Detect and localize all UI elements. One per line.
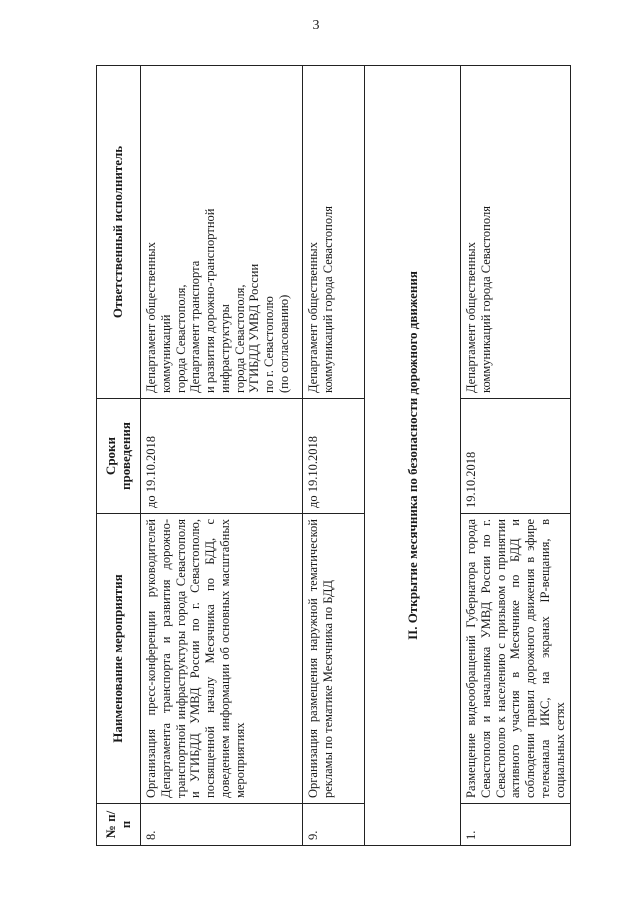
row-name: Размещение видеообращений Губернатора города Севастополя и начальника УМВД России по г. Севастополю к населению с призывом о принятии активного участия в Месячнике по БДД и соблюдении правил дорожного движения в эфире телеканала ИКС, на экранах IP-вещания, в социальных сетях bbox=[461, 514, 571, 804]
section-row bbox=[365, 66, 461, 846]
responsible-line: Департамент общественных bbox=[464, 242, 478, 393]
responsible-line: Департамент общественных bbox=[306, 242, 320, 393]
header-name: Наименование мероприятия bbox=[97, 514, 141, 804]
table-header-row bbox=[97, 66, 141, 846]
events-table bbox=[96, 65, 571, 846]
responsible-line: коммуникаций города Севастополя bbox=[320, 206, 335, 393]
row-num: 9. bbox=[303, 804, 365, 846]
header-num: № п/п bbox=[97, 804, 141, 846]
responsible-line: Департамент транспорта bbox=[188, 260, 203, 393]
table-row bbox=[461, 66, 571, 846]
table-row bbox=[141, 66, 303, 846]
responsible-line: коммуникаций города Севастополя bbox=[478, 206, 493, 393]
row-name: Организация пресс-конференции руководителей Департамента транспорта и развития дорожно-транспортной инфраструктуры города Севастополя и УГИБДД УМВД России по г. Севастополю, посвященной началу Месячника по БДД, с доведением информации об основных масштабных мероприятиях bbox=[141, 514, 303, 804]
responsible-line: УГИБДД УМВД России bbox=[247, 263, 262, 393]
responsible-line: города Севастополя, bbox=[173, 284, 188, 393]
row-num: 1. bbox=[461, 804, 571, 846]
responsible-line: по г. Севастополю bbox=[262, 296, 276, 393]
page-number: 3 bbox=[312, 18, 320, 33]
responsible-line: (по согласованию) bbox=[276, 294, 291, 393]
header-dates: Сроки проведения bbox=[97, 399, 141, 514]
row-dates: до 19.10.2018 bbox=[303, 399, 365, 514]
responsible-line: города Севастополя, bbox=[232, 284, 247, 393]
section-title: II. Открытие месячника по безопасности дорожного движения bbox=[365, 66, 461, 846]
row-responsible bbox=[303, 66, 365, 399]
row-responsible bbox=[141, 66, 303, 399]
responsible-line: коммуникаций bbox=[158, 314, 173, 393]
responsible-line: инфраструктуры bbox=[217, 304, 232, 393]
rotated-table-wrapper bbox=[96, 66, 567, 846]
table-row bbox=[303, 66, 365, 846]
row-dates: 19.10.2018 bbox=[461, 399, 571, 514]
responsible-line: и развития дорожно-транспортной bbox=[203, 208, 217, 393]
row-responsible bbox=[461, 66, 571, 399]
header-responsible: Ответственный исполнитель bbox=[97, 66, 141, 399]
row-dates: до 19.10.2018 bbox=[141, 399, 303, 514]
row-name: Организация размещения наружной тематической рекламы по тематике Месячника по БДД bbox=[303, 514, 365, 804]
responsible-line: Департамент общественных bbox=[144, 242, 158, 393]
row-num: 8. bbox=[141, 804, 303, 846]
